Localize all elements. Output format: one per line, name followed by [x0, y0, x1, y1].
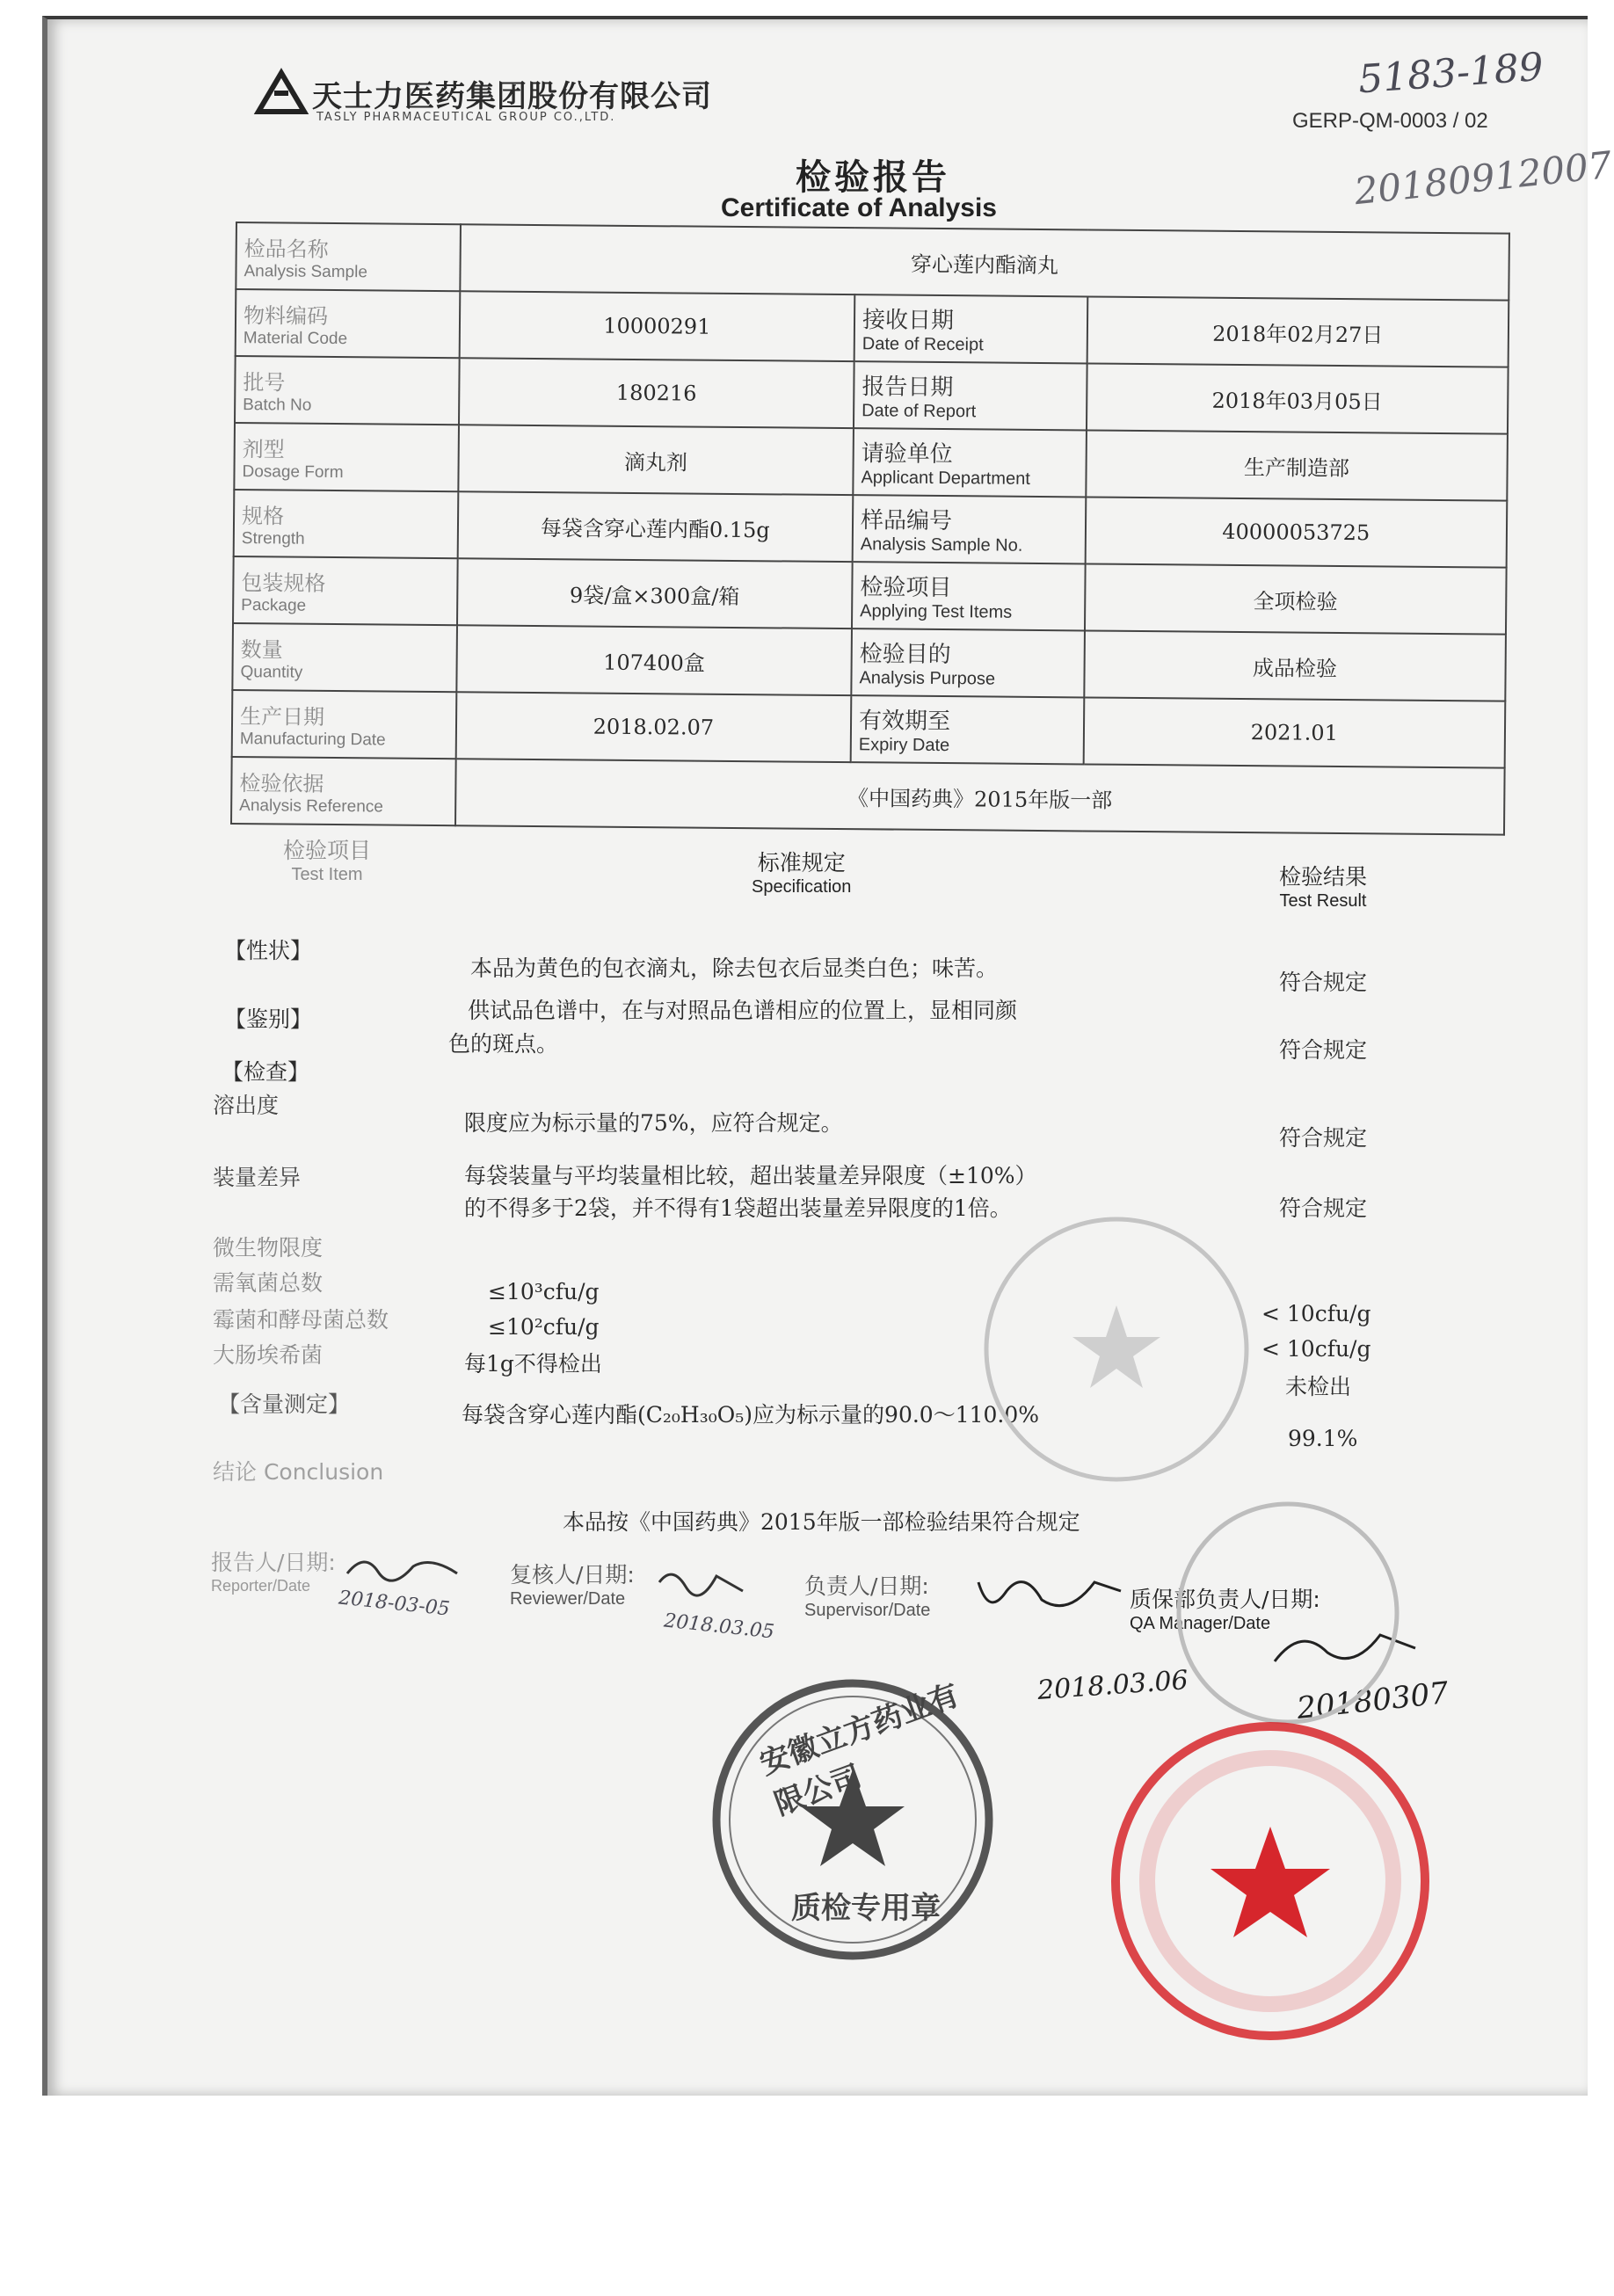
label-en: Package: [241, 595, 307, 615]
applicant-department-value: 生产制造部: [1086, 430, 1508, 500]
test-item-header: [283, 833, 371, 885]
label-cn: 接收日期: [862, 307, 955, 335]
test-item-identification: 【鉴别】: [224, 1006, 313, 1032]
result-aerobic: < 10cfu/g: [1261, 1301, 1371, 1326]
test-result-header: [1279, 860, 1367, 912]
batch-no-value: 180216: [459, 358, 854, 428]
header-en: Test Result: [1279, 891, 1367, 911]
quantity-value: 107400盒: [456, 625, 852, 695]
qa-label-en: QA Manager/Date: [1130, 1614, 1271, 1633]
test-item-character: 【性状】: [224, 938, 313, 963]
spec-mold-yeast: ≤10²cfu/g: [488, 1314, 600, 1340]
test-item-dissolution: 溶出度: [213, 1093, 280, 1118]
table-row: [234, 423, 1508, 501]
gray-stamp-ring-text: 安徽立方药业有限公司: [755, 1677, 964, 1823]
label-en: Date of Receipt: [862, 334, 984, 355]
reviewer-label-en: Reviewer/Date: [510, 1589, 626, 1609]
company-name-en: TASLY PHARMACEUTICAL GROUP CO.,LTD.: [316, 111, 616, 124]
label-cn: 样品编号: [860, 507, 953, 535]
spec-character: 本品为黄色的包衣滴丸，除去包衣后显类白色；味苦。: [470, 955, 999, 981]
label-cn: 检品名称: [244, 236, 329, 262]
reviewer-signature-block: [510, 1558, 635, 1609]
label-en: Material Code: [243, 328, 348, 348]
supervisor-signature-block: [804, 1569, 930, 1621]
label-en: Analysis Sample No.: [860, 534, 1023, 556]
title-cn: 检验报告: [796, 157, 950, 198]
tasly-logo-icon: [255, 66, 308, 119]
reporter-signature-icon: [343, 1547, 466, 1591]
label-cn: 物料编码: [243, 302, 329, 329]
table-row: [231, 757, 1505, 835]
handwritten-reference: 5183-189: [1356, 44, 1545, 103]
table-row: [235, 356, 1509, 434]
result-character: 符合规定: [1279, 970, 1368, 995]
handwritten-date: 20180912007: [1352, 142, 1614, 214]
label-en: Date of Report: [862, 401, 977, 422]
specification-header: [752, 846, 851, 897]
supervisor-signature-icon: [971, 1565, 1130, 1626]
label-cn: 有效期至: [858, 708, 951, 736]
label-cn: 检验目的: [859, 641, 951, 669]
label-cn: 剂型: [242, 436, 285, 461]
label-cn: 生产日期: [239, 703, 325, 730]
conclusion-label: 结论 Conclusion: [213, 1459, 384, 1485]
test-items-value: 全项检验: [1085, 563, 1507, 634]
table-row: [232, 690, 1506, 768]
header-cn: 检验结果: [1279, 864, 1368, 890]
table-row: [236, 222, 1509, 301]
label-en: Applicant Department: [861, 468, 1030, 489]
report-date-value: 2018年03月05日: [1087, 363, 1509, 433]
qa-label-cn: 质保部负责人/日期:: [1130, 1587, 1320, 1612]
spec-weight-line2: 的不得多于2袋，并不得有1袋超出装量差异限度的1倍。: [464, 1195, 1012, 1221]
faded-qa-stamp-icon: [1169, 1494, 1407, 1732]
label-en: Strength: [241, 528, 305, 549]
qa-date: 20180307: [1295, 1675, 1450, 1726]
label-en: Applying Test Items: [860, 601, 1013, 622]
reviewer-signature-icon: [655, 1560, 752, 1604]
label-en: Batch No: [243, 395, 312, 415]
table-row: [232, 623, 1506, 701]
faded-qc-stamp-icon: [976, 1209, 1257, 1490]
label-cn: 批号: [243, 369, 286, 395]
spec-weight-line1: 每袋装量与平均装量相比较，超出装量差异限度（±10%）: [464, 1163, 1037, 1188]
supervisor-label-cn: 负责人/日期:: [804, 1573, 929, 1599]
result-ecoli: 未检出: [1285, 1374, 1352, 1399]
supervisor-date: 2018.03.06: [1036, 1665, 1189, 1706]
label-en: Analysis Sample: [244, 261, 368, 281]
reporter-date: 2018-03-05: [338, 1587, 451, 1621]
document-code: GERP-QM-0003 / 02: [1292, 109, 1488, 133]
label-en: Analysis Reference: [239, 796, 383, 816]
reviewer-label-cn: 复核人/日期:: [510, 1562, 635, 1588]
header-cn: 检验项目: [283, 838, 372, 863]
dosage-form-value: 滴丸剂: [458, 425, 854, 495]
title-en: Certificate of Analysis: [721, 193, 997, 222]
gray-stamp-inner-text: 质检专用章: [791, 1891, 941, 1926]
header-cn: 标准规定: [757, 850, 846, 876]
label-cn: 请验单位: [861, 440, 953, 469]
spec-dissolution: 限度应为标示量的75%，应符合规定。: [464, 1110, 843, 1136]
result-dissolution: 符合规定: [1279, 1125, 1368, 1151]
company-name-cn: 天士力医药集团股份有限公司: [312, 79, 712, 114]
sample-name-value: 穿心莲内酯滴丸: [460, 224, 1509, 300]
label-cn: 检验项目: [860, 574, 952, 602]
sample-no-value: 40000053725: [1085, 497, 1507, 567]
supervisor-label-en: Supervisor/Date: [804, 1601, 931, 1620]
label-cn: 规格: [241, 503, 285, 528]
analysis-purpose-value: 成品检验: [1084, 630, 1506, 701]
conclusion-text: 本品按《中国药典》2015年版一部检验结果符合规定: [563, 1509, 1080, 1535]
spec-identification-line2: 色的斑点。: [448, 1031, 559, 1057]
red-company-stamp: [1103, 1714, 1437, 2048]
test-item-aerobic: 需氧菌总数: [213, 1270, 324, 1296]
spec-aerobic: ≤10³cfu/g: [488, 1279, 600, 1304]
label-en: Expiry Date: [858, 735, 950, 756]
analysis-reference-value: 《中国药典》2015年版一部: [455, 759, 1505, 834]
result-mold-yeast: < 10cfu/g: [1261, 1336, 1371, 1362]
label-cn: 数量: [240, 636, 283, 662]
gray-quality-stamp: [708, 1675, 998, 1965]
table-row: [233, 556, 1507, 635]
label-cn: 包装规格: [241, 570, 326, 596]
expiry-date-value: 2021.01: [1083, 697, 1505, 767]
test-item-examination: 【检查】: [222, 1059, 310, 1085]
label-en: Analysis Purpose: [859, 668, 996, 689]
receipt-date-value: 2018年02月27日: [1087, 296, 1509, 367]
test-item-ecoli: 大肠埃希菌: [213, 1342, 324, 1368]
package-value: 9袋/盒×300盒/箱: [457, 558, 853, 628]
reporter-label-en: Reporter/Date: [211, 1577, 311, 1595]
label-cn: 报告日期: [862, 374, 954, 402]
material-code-value: 10000291: [459, 291, 854, 361]
test-item-weight-variation: 装量差异: [213, 1165, 302, 1190]
label-cn: 检验依据: [239, 770, 324, 796]
strength-value: 每袋含穿心莲内酯0.15g: [457, 491, 853, 562]
test-item-mold-yeast: 霉菌和酵母菌总数: [213, 1307, 389, 1333]
test-item-microbial: 微生物限度: [213, 1235, 324, 1261]
spec-assay: 每袋含穿心莲内酯(C₂₀H₃₀O₅)应为标示量的90.0～110.0%: [462, 1402, 1040, 1428]
label-en: Dosage Form: [242, 461, 344, 482]
table-row: [234, 490, 1508, 568]
manufacturing-date-value: 2018.02.07: [455, 692, 851, 762]
result-identification: 符合规定: [1279, 1037, 1368, 1063]
label-en: Quantity: [240, 662, 303, 682]
label-en: Manufacturing Date: [239, 729, 386, 750]
spec-ecoli: 每1g不得检出: [464, 1351, 602, 1377]
reviewer-date: 2018.03.05: [663, 1609, 775, 1644]
sample-info-table: [230, 222, 1510, 836]
header-en: Specification: [752, 877, 852, 897]
spec-identification-line1: 供试品色谱中，在与对照品色谱相应的位置上，显相同颜: [468, 998, 1018, 1023]
table-row: [236, 289, 1509, 367]
reporter-label-cn: 报告人/日期:: [211, 1550, 336, 1575]
header-en: Test Item: [291, 865, 363, 884]
result-weight-variation: 符合规定: [1279, 1195, 1368, 1221]
red-stamp-icon: [1103, 1714, 1437, 2048]
test-item-assay: 【含量测定】: [218, 1391, 351, 1417]
result-assay: 99.1%: [1288, 1426, 1358, 1451]
reporter-signature-block: [211, 1545, 336, 1595]
